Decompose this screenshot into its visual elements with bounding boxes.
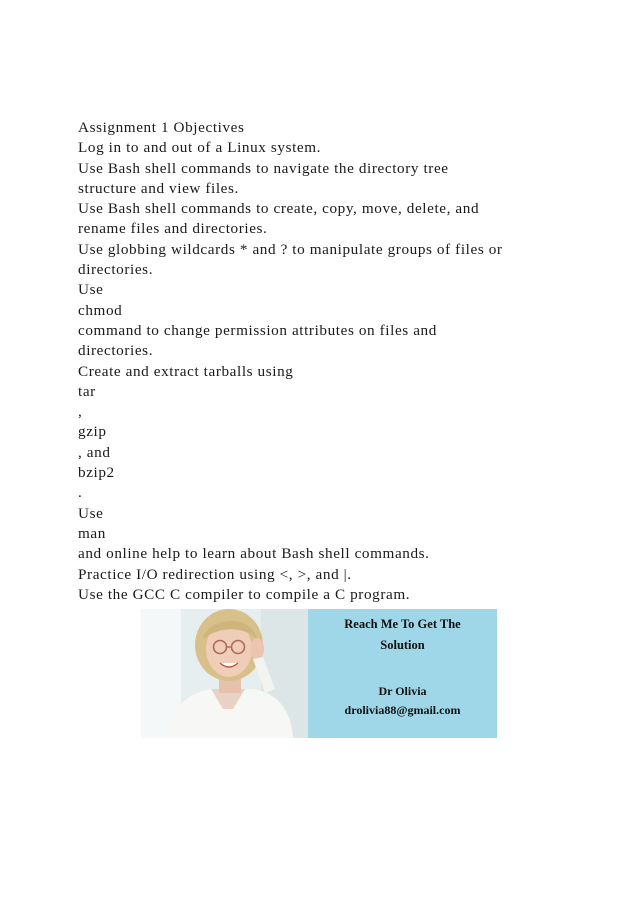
- doc-line: Use the GCC C compiler to compile a C program.: [78, 585, 411, 603]
- doc-line: Create and extract tarballs using: [78, 362, 294, 380]
- doc-line: rename files and directories.: [78, 220, 268, 238]
- promo-headline-2: Solution: [380, 638, 425, 652]
- promo-headline: Reach Me To Get The: [344, 617, 461, 631]
- doc-line: gzip: [78, 423, 107, 441]
- contact-name: Dr Olivia: [378, 684, 427, 698]
- doc-line: structure and view files.: [78, 179, 239, 197]
- doc-line: Use globbing wildcards * and ? to manipulate groups of files or: [78, 240, 503, 258]
- contact-panel: [308, 609, 497, 738]
- doc-line: bzip2: [78, 464, 115, 482]
- contact-email: drolivia88@gmail.com: [344, 703, 461, 717]
- doc-line: Use: [78, 281, 104, 299]
- doc-title: Assignment 1 Objectives: [78, 119, 245, 136]
- doc-line: Log in to and out of a Linux system.: [78, 139, 322, 157]
- doc-line: tar: [78, 382, 96, 400]
- promo-banner: [141, 609, 497, 738]
- doc-line: Use Bash shell commands to navigate the directory tree: [78, 159, 449, 177]
- doc-line: .: [78, 484, 83, 502]
- woman-photo-illustration: [141, 609, 308, 738]
- doc-line: chmod: [78, 301, 123, 319]
- doc-line: , and: [78, 443, 111, 461]
- doc-line: command to change permission attributes on files and: [78, 321, 437, 339]
- doc-line: Use: [78, 504, 104, 522]
- doc-line: and online help to learn about Bash shell commands.: [78, 545, 430, 563]
- document-body: [78, 118, 598, 605]
- doc-line: directories.: [78, 261, 154, 279]
- doc-line: directories.: [78, 342, 154, 360]
- woman-photo: [141, 609, 308, 738]
- doc-line: ,: [78, 403, 83, 421]
- doc-line: man: [78, 524, 106, 542]
- doc-line: Use Bash shell commands to create, copy, move, delete, and: [78, 200, 480, 218]
- doc-line: Practice I/O redirection using <, >, and |.: [78, 565, 352, 583]
